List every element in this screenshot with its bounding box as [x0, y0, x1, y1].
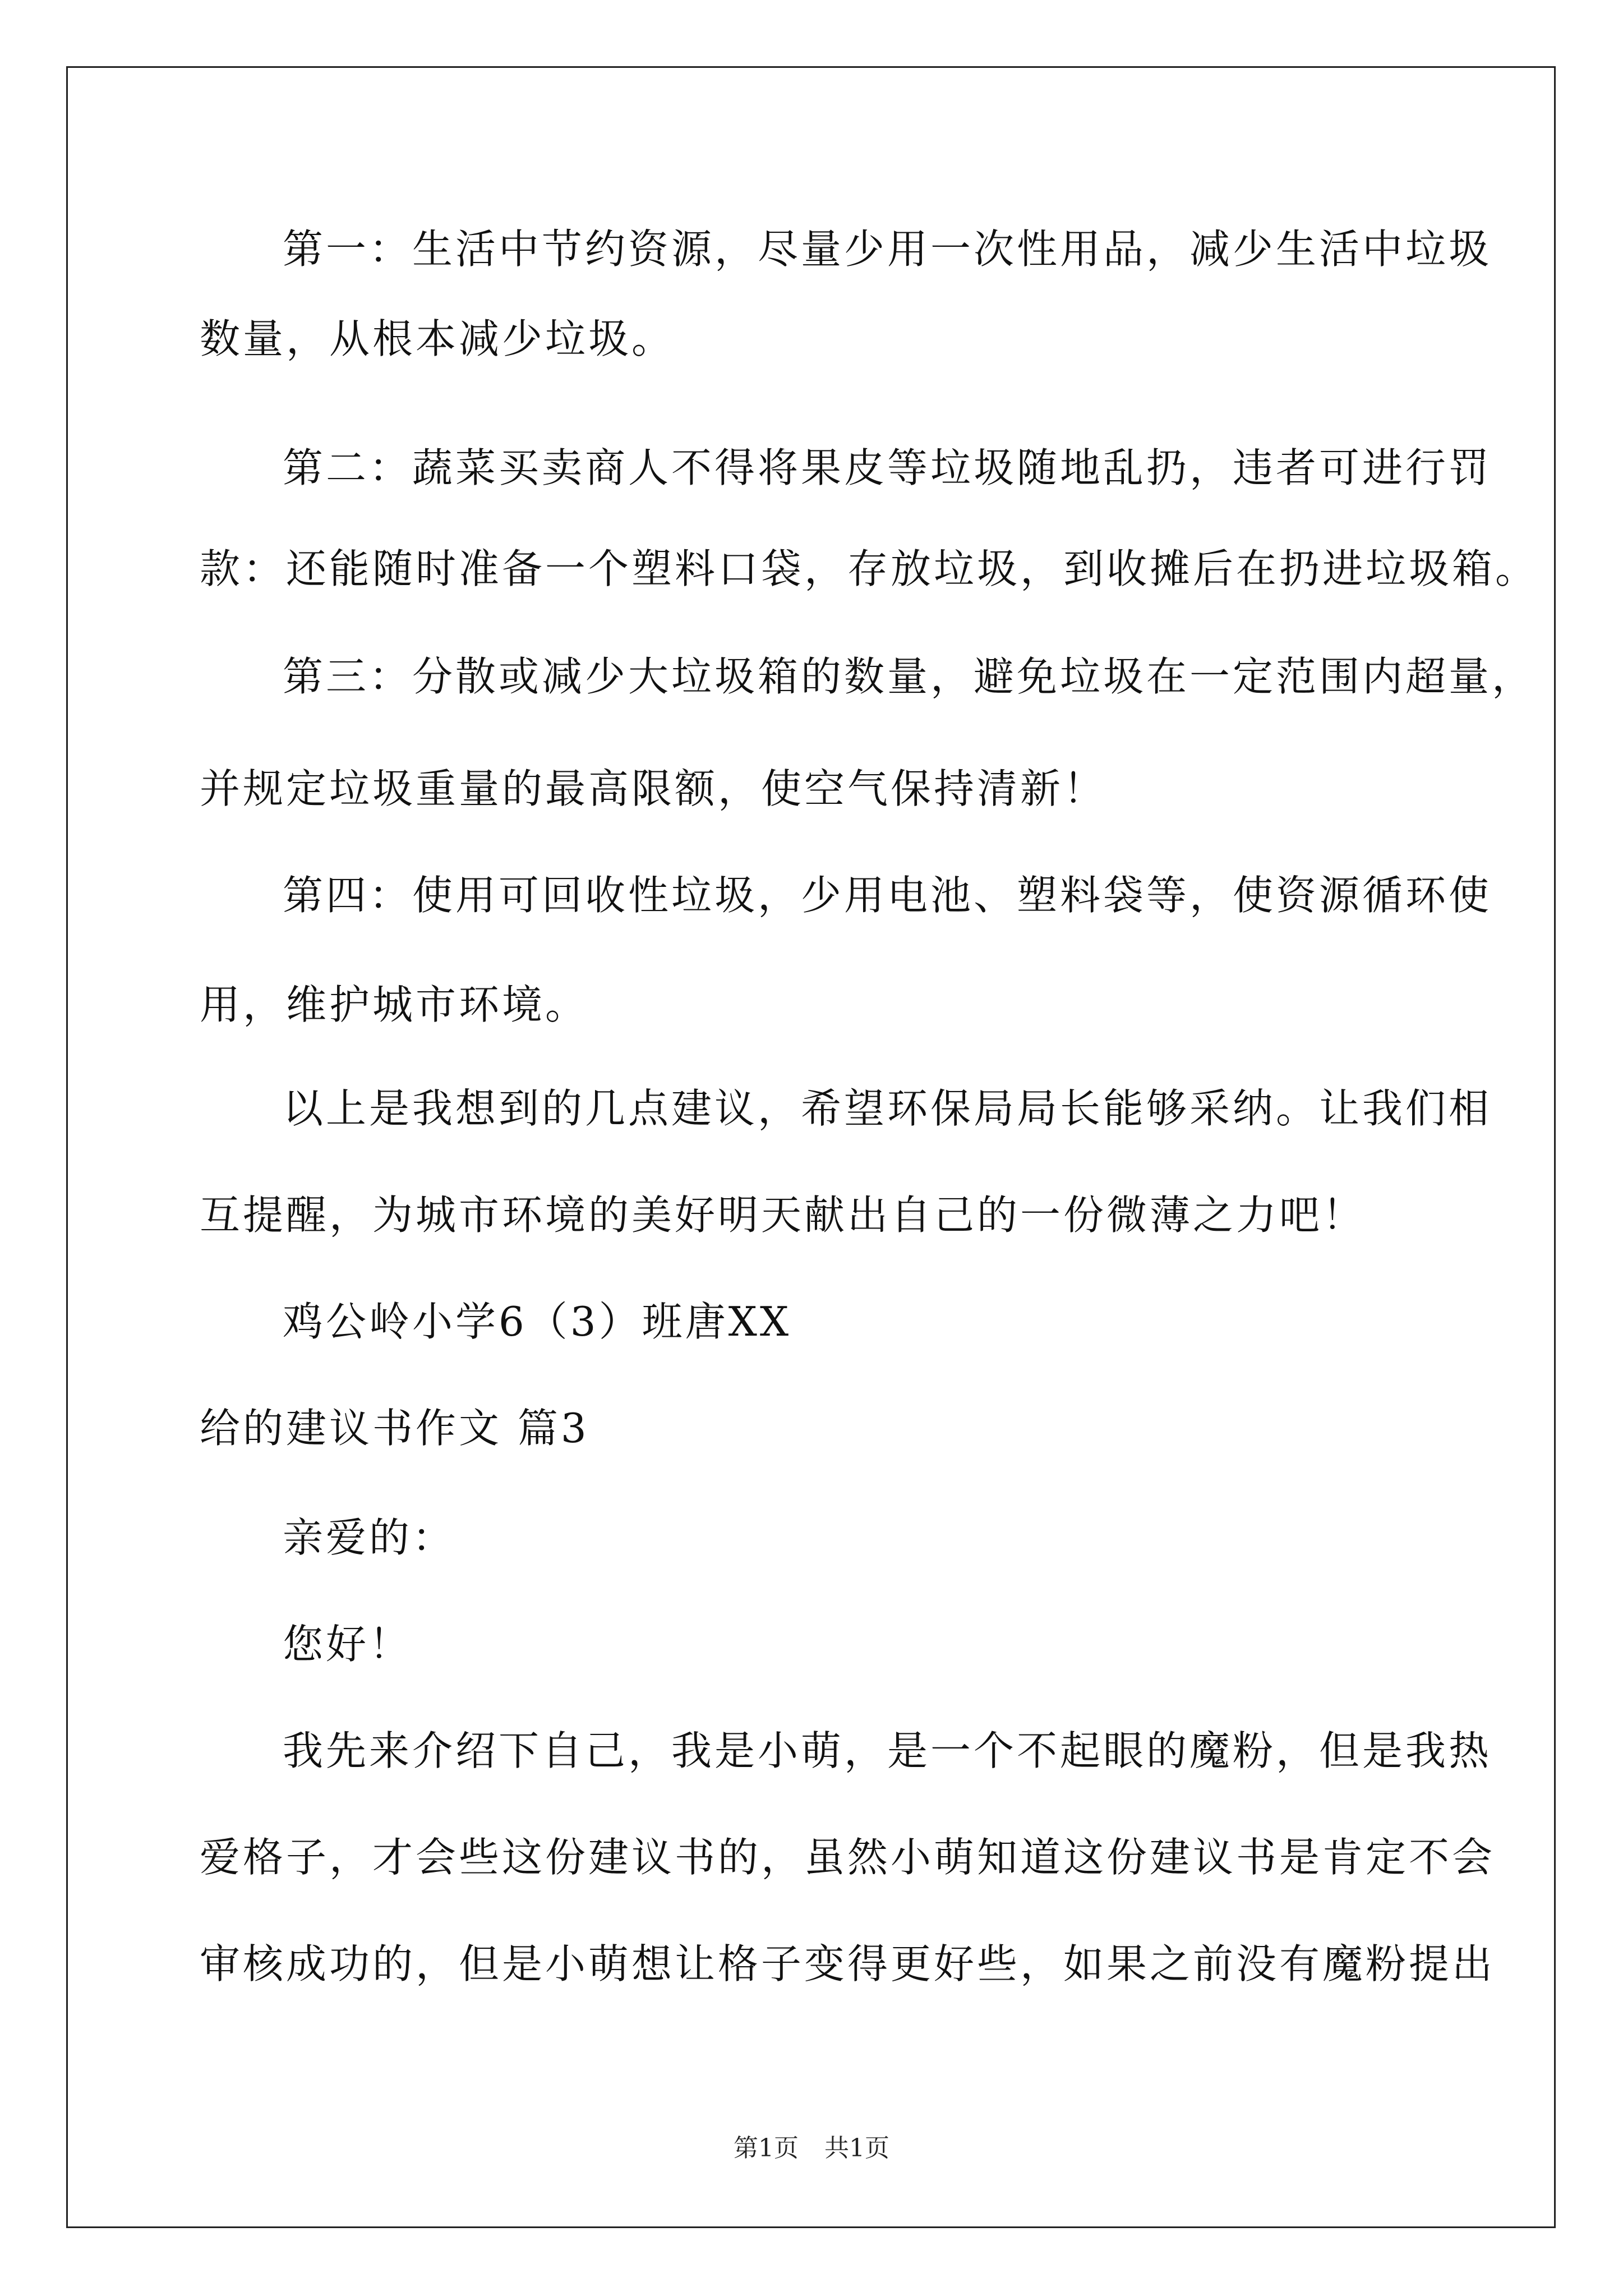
paragraph-line: 爱格子，才会些这份建议书的，虽然小萌知道这份建议书是肯定不会 — [200, 1834, 1496, 1881]
paragraph-line: 互提醒，为城市环境的美好明天献出自己的一份微薄之力吧！ — [200, 1191, 1366, 1239]
section-heading: 给的建议书作文 篇3 — [200, 1405, 589, 1452]
greeting: 您好！ — [283, 1621, 413, 1668]
paragraph-line: 审核成功的，但是小萌想让格子变得更好些，如果之前没有魔粉提出 — [200, 1940, 1496, 1987]
paragraph-line: 并规定垃圾重量的最高限额，使空气保持清新！ — [200, 765, 1107, 812]
page-footer — [0, 2136, 1623, 2161]
paragraph-line: 数量，从根本减少垃圾。 — [200, 315, 675, 362]
page-border — [66, 66, 1556, 2228]
paragraph-line: 以上是我想到的几点建议，希望环保局局长能够采纳。让我们相 — [283, 1085, 1492, 1132]
page-number: 第1页 — [734, 2134, 799, 2162]
paragraph-line: 第一：生活中节约资源，尽量少用一次性用品，减少生活中垃圾 — [283, 226, 1492, 273]
paragraph-line: 用，维护城市环境。 — [200, 981, 589, 1028]
signature-line: 鸡公岭小学6（3）班唐XX — [283, 1298, 792, 1345]
paragraph-line: 第四：使用可回收性垃圾，少用电池、塑料袋等，使资源循环使 — [283, 872, 1492, 919]
paragraph-line: 款：还能随时准备一个塑料口袋，存放垃圾，到收摊后在扔进垃圾箱。 — [200, 545, 1539, 592]
page-total: 共1页 — [824, 2134, 889, 2162]
salutation: 亲爱的： — [283, 1514, 456, 1561]
paragraph-line: 第二：蔬菜买卖商人不得将果皮等垃圾随地乱扔，违者可进行罚 — [283, 444, 1492, 491]
paragraph-line: 我先来介绍下自己，我是小萌，是一个不起眼的魔粉，但是我热 — [283, 1727, 1492, 1774]
paragraph-line: 第三：分散或减少大垃圾箱的数量，避免垃圾在一定范围内超量， — [283, 653, 1536, 700]
